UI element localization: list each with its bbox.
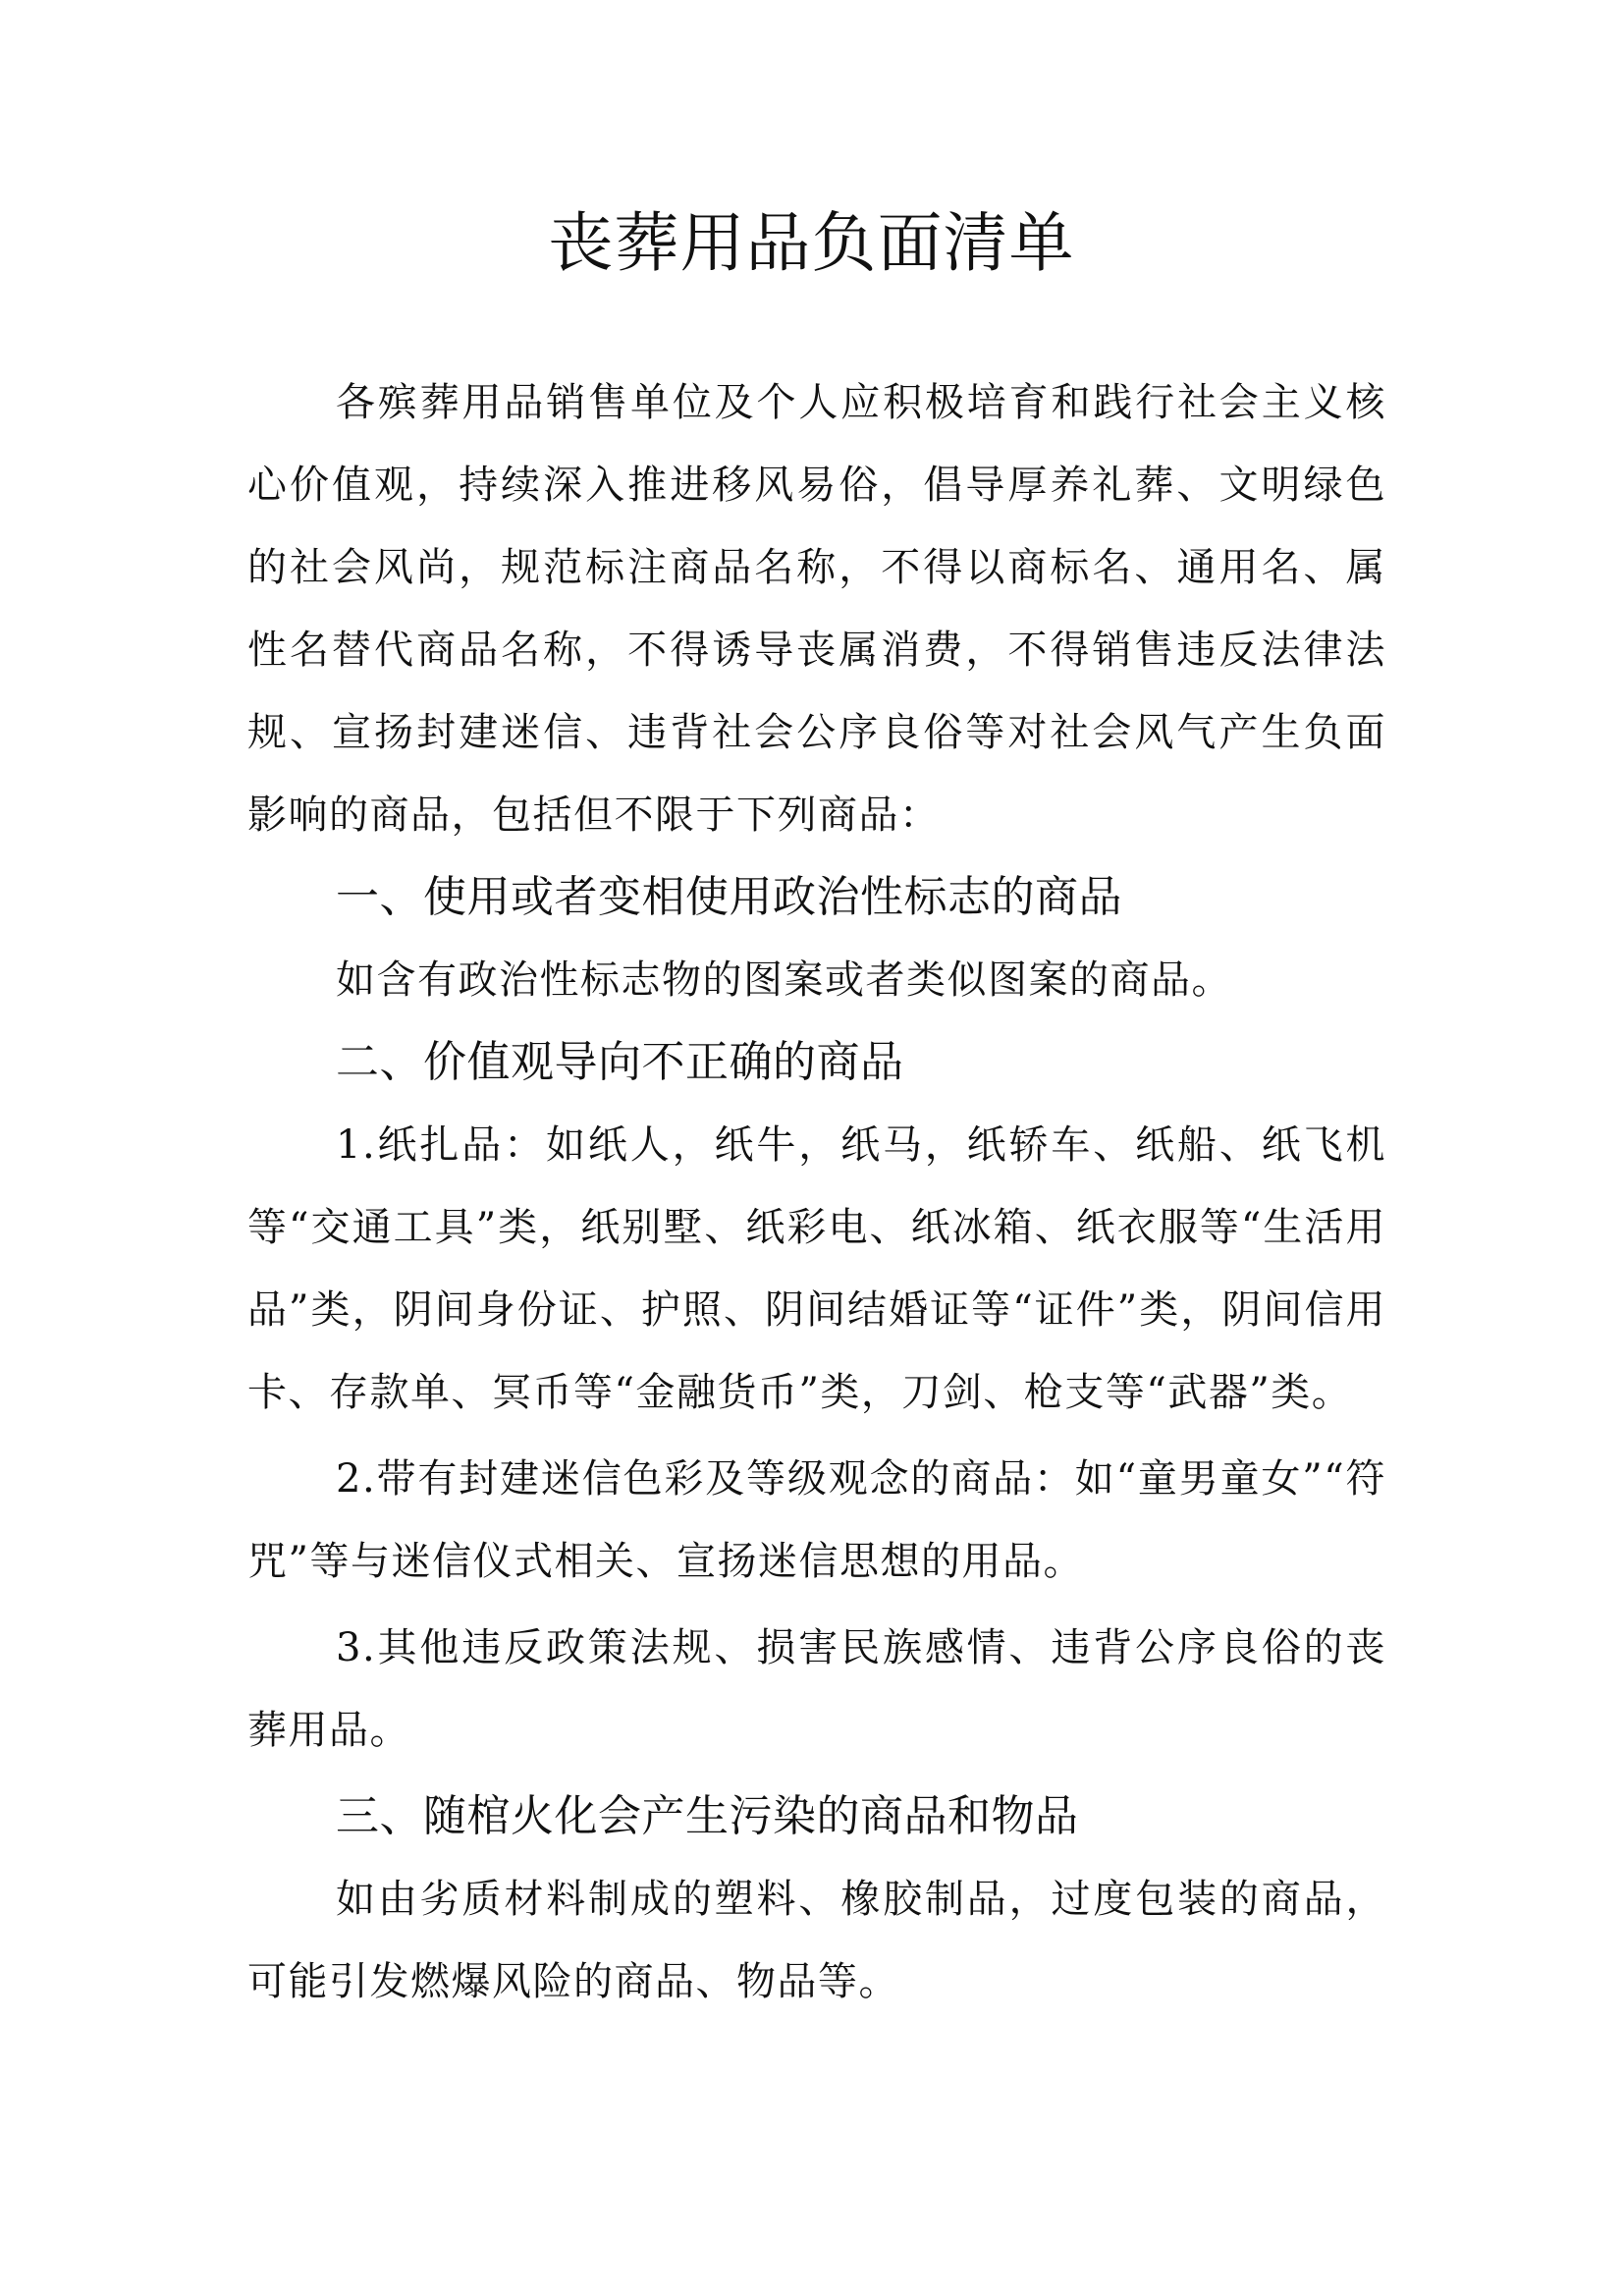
document-body (247, 361, 1386, 2023)
section-2-item-3: 3.其他违反政策法规、损害民族感情、违背公序良俗的丧葬用品。 (247, 1625, 1386, 1753)
document-title: 丧葬用品负面清单 (548, 205, 1075, 281)
intro-paragraph: 各殡葬用品销售单位及个人应积极培育和践行社会主义核心价值观，持续深入推进移风易俗，倡导厚养礼葬、文明绿色的社会风尚，规范标注商品名称，不得以商标名、通用名、属性名替代商品名称，不得诱导丧属消费，不得销售违反法律法规、宣扬封建迷信、违背社会公序良俗等对社会风气产生负面影响的商品，包括但不限于下列商品： (247, 380, 1386, 838)
section-1-heading: 一、使用或者变相使用政治性标志的商品 (336, 872, 1122, 922)
section-1-text: 如含有政治性标志物的图案或者类似图案的商品。 (336, 957, 1232, 1003)
section-2-item-1: 1.纸扎品：如纸人，纸牛，纸马，纸轿车、纸船、纸飞机等“交通工具”类，纸别墅、纸彩电、纸冰箱、纸衣服等“生活用品”类，阴间身份证、护照、阴间结婚证等“证件”类，阴间信用卡、存款单、冥币等“金融货币”类，刀剑、枪支等“武器”类。 (247, 1122, 1386, 1415)
section-3-text: 如由劣质材料制成的塑料、橡胶制品，过度包装的商品，可能引发燃爆风险的商品、物品等。 (247, 1877, 1386, 2004)
section-2-heading: 二、价值观导向不正确的商品 (336, 1037, 904, 1087)
section-3-heading: 三、随棺火化会产生污染的商品和物品 (336, 1791, 1079, 1841)
section-2-item-2: 2.带有封建迷信色彩及等级观念的商品：如“童男童女”“符咒”等与迷信仪式相关、宣扬迷信思想的用品。 (247, 1456, 1386, 1584)
